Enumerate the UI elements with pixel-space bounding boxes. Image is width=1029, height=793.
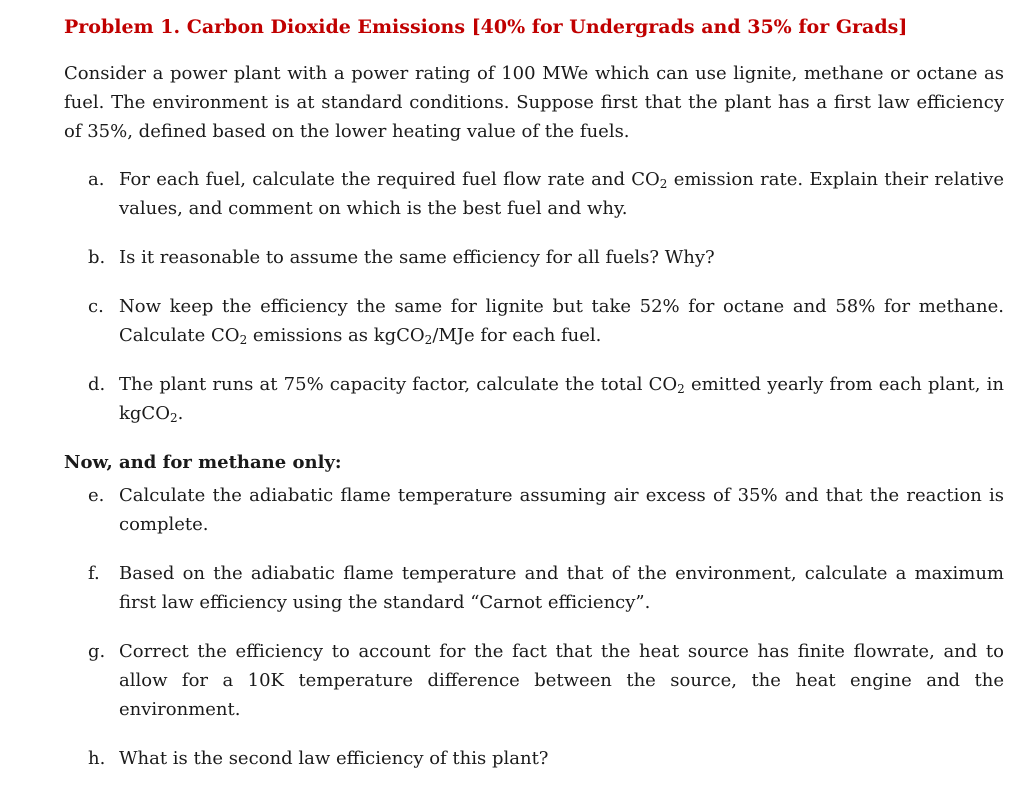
part-text: Based on the adiabatic flame temperature and that of the environment, calculate a maximum first law efficiency using the standard “Carnot efficiency”. (119, 563, 1004, 613)
part-text: Calculate the adiabatic flame temperature assuming air excess of 35% and that the reaction is complete. (119, 485, 1004, 535)
document-page (64, 14, 1004, 773)
problem-title: Problem 1. Carbon Dioxide Emissions [40% for Undergrads and 35% for Grads] (64, 16, 908, 38)
part-f (64, 559, 1004, 617)
part-e (64, 481, 1004, 539)
part-c (64, 292, 1004, 350)
part-h (64, 744, 1004, 773)
part-marker: f. (88, 563, 100, 584)
subscript: 2 (659, 177, 668, 191)
part-text: Is it reasonable to assume the same efficiency for all fuels? Why? (119, 247, 715, 268)
part-marker: e. (88, 485, 105, 506)
part-marker: h. (88, 748, 106, 769)
subscript: 2 (169, 411, 178, 425)
methane-section-heading: Now, and for methane only: (64, 452, 342, 473)
part-a (64, 165, 1004, 223)
subscript: 2 (239, 333, 248, 347)
part-marker: c. (88, 296, 104, 317)
part-d (64, 370, 1004, 428)
part-marker: d. (88, 374, 106, 395)
part-text: Now keep the efficiency the same for lignite but take 52% for octane and 58% for methane. Calculate $CO_2$ emissions as kgCO$_2$/MJe for each fuel. (119, 296, 1004, 347)
part-marker: a. (88, 169, 105, 190)
part-text: Correct the efficiency to account for the fact that the heat source has finite flowrate, and to allow for a 10K temperature difference between the source, the heat engine and the environment. (119, 641, 1004, 720)
part-text: What is the second law efficiency of this plant? (119, 748, 549, 769)
part-b (64, 243, 1004, 272)
parts-list (64, 165, 1004, 428)
part-g (64, 637, 1004, 724)
problem-intro: Consider a power plant with a power rating of 100 MWe which can use lignite, methane or octane as fuel. The environment is at standard conditions. Suppose first that the plant has a first law efficiency of 35%, defined based on the lower heating value of the fuels. (64, 63, 1004, 142)
subscript: 2 (677, 382, 685, 396)
part-marker: b. (88, 247, 106, 268)
subscript: 2 (424, 333, 433, 347)
methane-parts-list (64, 481, 1004, 773)
part-marker: g. (88, 641, 106, 662)
part-text: For each fuel, calculate the required fuel flow rate and $CO_2$ emission rate. Explain their relative values, and comment on which is the best fuel and why. (119, 169, 1004, 219)
part-text: The plant runs at 75% capacity factor, calculate the total $CO_2$ emitted yearly from each plant, in kgCO$_2$. (119, 374, 1005, 425)
